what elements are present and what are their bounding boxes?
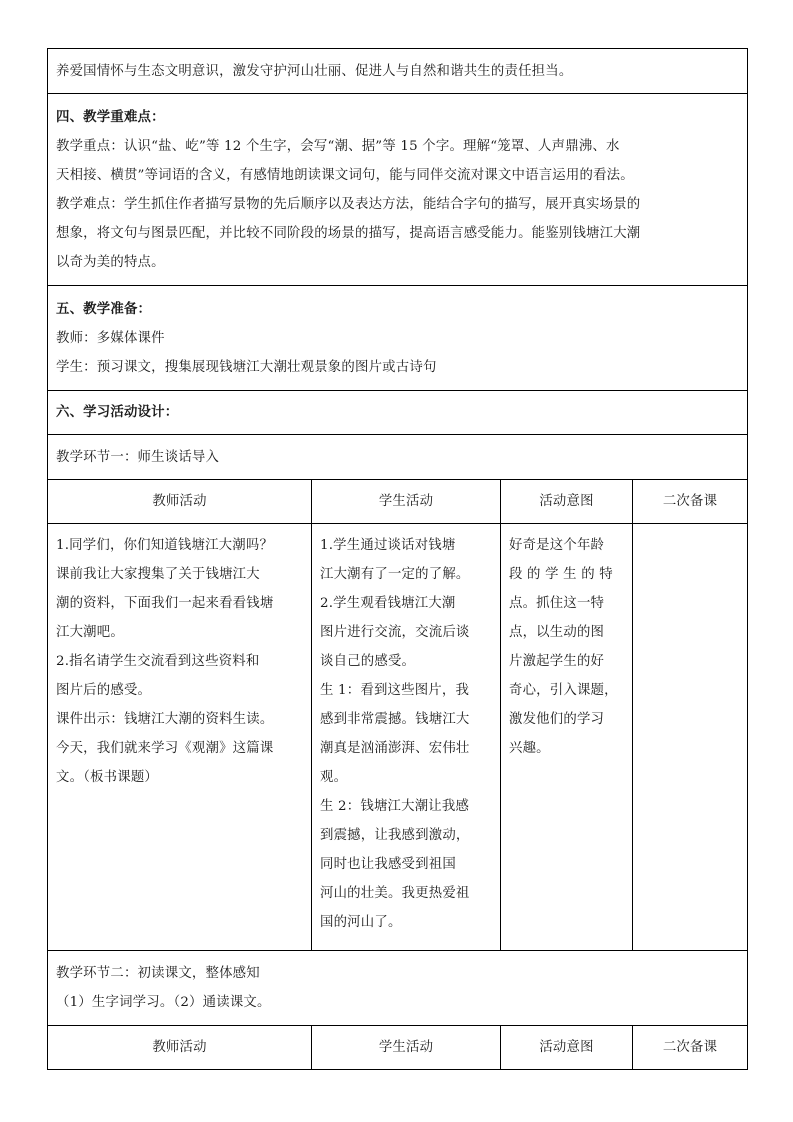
section-activity-design: [48, 391, 748, 435]
stage1-title-row: [48, 435, 748, 480]
intro-continuation-text: 养爱国情怀与生态文明意识，激发守护河山壮丽、促进人与自然和谐共生的责任担当。: [48, 49, 748, 94]
activity-intent-line: 兴趣。: [509, 741, 550, 756]
teacher-activity-line: 潮的资料，下面我们一起来看看钱塘: [56, 596, 274, 611]
teacher-activity-line: 2.指名请学生交流看到这些资料和: [56, 654, 260, 669]
student-activity-line: 到震撼，让我感到激动，: [320, 828, 470, 843]
section-key-difficult-points: [48, 94, 748, 286]
section5-teacher: 教师：多媒体课件: [56, 330, 165, 346]
header-student-activity: 学生活动: [312, 1026, 501, 1070]
section4-line: 教学难点：学生抓住作者描写景物的先后顺序以及表达方法，能结合字句的描写，展开真实场景的: [56, 196, 641, 212]
lesson-plan-table: [47, 48, 748, 1070]
header-activity-intent: 活动意图: [501, 480, 633, 524]
student-activity-line: 潮真是汹涌澎湃、宏伟壮: [320, 741, 470, 756]
teacher-activity-line: 1.同学们，你们知道钱塘江大潮吗？: [56, 538, 274, 553]
activity-intent-line: 点。抓住这一特: [509, 596, 605, 611]
section5-title: 五、教学准备：: [56, 300, 152, 317]
stage1-title: 教学环节一：师生谈话导入: [48, 435, 748, 480]
teacher-activity-line: 江大潮吧。: [56, 625, 124, 640]
student-activity-line: 国的河山了。: [320, 915, 402, 930]
activity-intent-line: 片激起学生的好: [509, 654, 605, 669]
student-activity-line: 1.学生通过谈话对钱塘: [320, 538, 456, 553]
stage2-title: 教学环节二：初读课文，整体感知: [56, 966, 260, 981]
activity-intent-cell: [501, 524, 633, 951]
student-activity-line: 河山的壮美。我更热爱祖: [320, 886, 470, 901]
student-activity-line: 2.学生观看钱塘江大潮: [320, 596, 456, 611]
activity-intent-line: 奇心，引入课题，: [509, 683, 618, 698]
stage1-body-row: [48, 524, 748, 951]
student-activity-line: 江大潮有了一定的了解。: [320, 567, 470, 582]
activity-intent-line: 段 的 学 生 的 特: [509, 567, 613, 582]
section-preparation: [48, 286, 748, 391]
header-student-activity: 学生活动: [312, 480, 501, 524]
header-teacher-activity: 教师活动: [48, 480, 312, 524]
stage2-header-row: [48, 1026, 748, 1070]
header-teacher-activity: 教师活动: [48, 1026, 312, 1070]
stage1-header-row: [48, 480, 748, 524]
section6-title: 六、学习活动设计：: [56, 404, 179, 420]
teacher-activity-line: 文。（板书课题）: [56, 770, 159, 785]
section4-line: 教学重点：认识“盐、屹”等 12 个生字，会写“潮、据”等 15 个字。理解“笼罩、人声鼎沸、水: [56, 138, 620, 154]
header-activity-intent: 活动意图: [501, 1026, 633, 1070]
teacher-activity-line: 图片后的感受。: [56, 683, 152, 698]
student-activity-cell: [312, 524, 501, 951]
activity-intent-line: 点，以生动的图: [509, 625, 605, 640]
student-activity-line: 图片进行交流，交流后谈: [320, 625, 470, 640]
student-activity-line: 同时也让我感受到祖国: [320, 857, 456, 872]
intro-row: [48, 49, 748, 94]
student-activity-line: 生 2：钱塘江大潮让我感: [320, 799, 470, 814]
section4-line: 想象，将文句与图景匹配，并比较不同阶段的场景的描写，提高语言感受能力。能鉴别钱塘江大潮: [56, 225, 641, 241]
header-second-prep: 二次备课: [633, 480, 748, 524]
section5-student: 学生：预习课文，搜集展现钱塘江大潮壮观景象的图片或古诗句: [56, 359, 437, 375]
section4-line: 天相接、横贯”等词语的含义，有感情地朗读课文词句，能与同伴交流对课文中语言运用的看法。: [56, 167, 634, 183]
activity-intent-line: 好奇是这个年龄: [509, 538, 605, 553]
section4-line: 以奇为美的特点。: [56, 254, 165, 270]
header-second-prep: 二次备课: [633, 1026, 748, 1070]
section4-title: 四、教学重难点：: [56, 108, 165, 125]
student-activity-line: 生 1：看到这些图片，我: [320, 683, 470, 698]
stage2-subtitle: （1）生字词学习。（2）通读课文。: [56, 995, 271, 1010]
teacher-activity-line: 今天，我们就来学习《观潮》这篇课: [56, 741, 274, 756]
student-activity-line: 感到非常震撼。钱塘江大: [320, 712, 470, 727]
teacher-activity-line: 课前我让大家搜集了关于钱塘江大: [56, 567, 260, 582]
student-activity-line: 观。: [320, 770, 348, 785]
second-prep-cell: [633, 524, 748, 951]
stage2-title-row: [48, 951, 748, 1026]
teacher-activity-cell: [48, 524, 312, 951]
student-activity-line: 谈自己的感受。: [320, 654, 416, 669]
activity-intent-line: 激发他们的学习: [509, 712, 605, 727]
teacher-activity-line: 课件出示：钱塘江大潮的资料生读。: [56, 712, 274, 727]
